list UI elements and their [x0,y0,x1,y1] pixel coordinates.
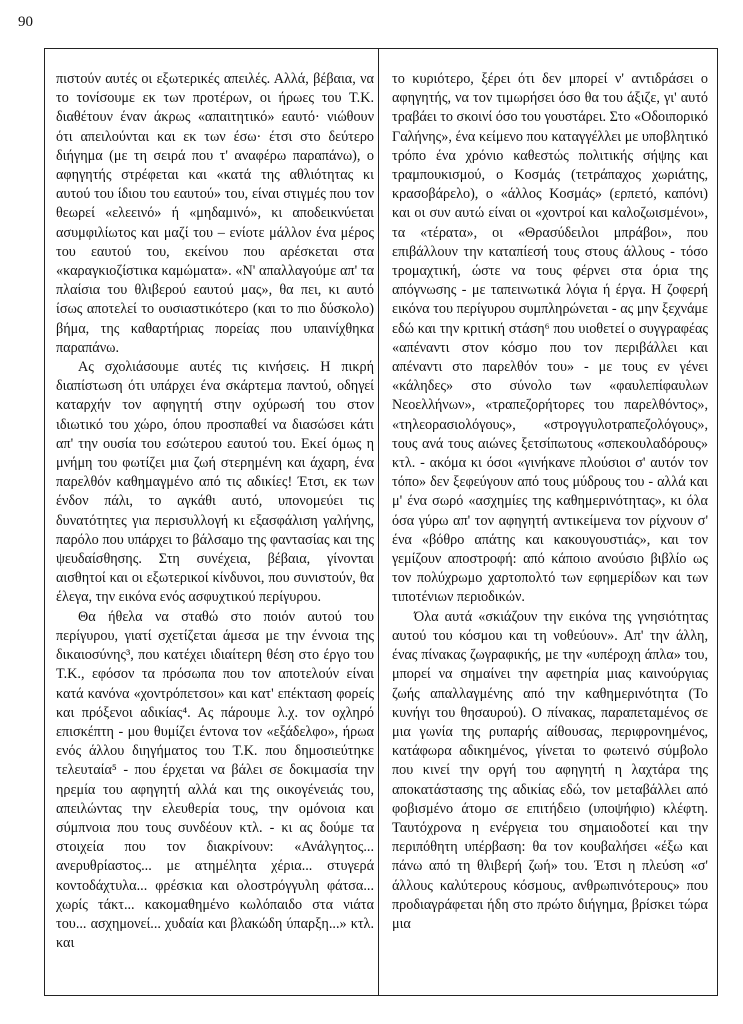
paragraph: Ας σχολιάσουμε αυτές τις κινήσεις. Η πικρή διαπίστωση ότι υπάρχει ένα σκάρτεμα παντού, οδηγεί καταρχήν τον αφηγητή στην οχύρωσή του στον ιδιωτικό του χώρο, όπου προσπαθεί να διασώσει κάτι απ' την ουσία του εσώτερου εαυτού του. Εκεί όμως η μνήμη του φωτίζει μια ζωή στερημένη και άχαρη, ένα παρελθόν καθημαγμένο από τις αδικίες! Έτσι, εκ των ένδον πάλι, το αγκάθι αυτό, υπονομεύει τις δυνατότητες για περισυλλογή κι εξασφάλιση γαλήνης, παρόλο που υπάρχει το βάλσαμο της φαντασίας και της ψευδαίσθησης. Στη συνέχεια, βέβαια, γίνονται αισθητοί και οι εξωτερικοί κίνδυνοι, που συνιστούν, θα έλεγα, την εικόνα ενός ασφυχτικού περίγυρου. [56,359,374,606]
paragraph: το κυριότερο, ξέρει ότι δεν μπορεί ν' αντιδράσει ο αφηγητής, να τον τιμωρήσει όσο θα του άξιζε, γι' αυτό τραβάει το σκοινί όσο του γουστάρει. Στο «Οδοιπορικό Γαλήνης», ένα κείμενο που καταγγέλλει με υποβλητικό τρόπο ένα χρόνιο καθεστώς πολιτικής σήψης και τραμπουκισμού, ο Κοσμάς (τετράπαχος χωριάτης, κρασοβάρελο), ο «άλλος Κοσμάς» (ερπετό, καπόνι) και οι συν αυτώ είναι οι «χοντροί και καλοζωισμένοι», τα «τέρατα», οι «Θρασύδειλοι μπράβοι», που επιβάλλουν την καταπίεσή τους στους άλλους - τόσο τρομαχτική, ώστε να τους φέρνει στα όρια της απόγνωσης - με ταπεινωτικά λόγια ή έργα. Η ζοφερή εικόνα του περίγυρου συμπληρώνεται - ας μην ξεχνάμε εδώ και την κριτική στάση⁶ που υιοθετεί ο συγγραφέας «απέναντι στον κόσμο που τον περιβάλλει και απέναντι στο παρελθόν του» - με τους εν γένει «κάληδες» στο σύνολο των «φαυλεπίφαυλων Νεοελλήνων», «τραπεζορήτορες του παρελθόντος», «τηλεορασιολόγους», «στρογγυλοτραπεζολόγους», τους ανά τους αιώνες ξετσίπωτους «σπεκουλαδόρους» κτλ. - ακόμα κι όσοι «γινήκανε πλούσιοι σ' αυτόν τον τόπο» δεν ξεφεύγουν από τους μύδρους του - αλλά και μ' ένα σωρό «ασχημίες της καθημερινότητας», κι όλα όσα γύρω απ' τον αφηγητή αντικείμενα τον ρίχνουν σ' ένα «βόθρο απάτης και κακουγουστιάς», και τον γεμίζουν αποστροφή: από κάποιο ανούσιο βιβλίο ως τον πολύχρωμο χαρτοπολτό των εφημερίδων και των τιποτένιων περιοδικών. [392,71,708,606]
right-column [392,70,708,934]
paragraph: Όλα αυτά «σκιάζουν την εικόνα της γνησιότητας αυτού του κόσμου και τη νοθεύουν». Απ' την άλλη, ένας πίνακας ζωγραφικής, με την «υπέροχη άπλα» του, μπορεί να σημαίνει την αφετηρία μιας καινούργιας ζωής απαλλαγμένης από την καθημερινότητα (Το κυνήγι του θησαυρού). Ο πίνακας, παραπεταμένος σε μια γωνία της ρυπαρής αίθουσας, περιφρονημένος, κατάφωρα αδικημένος, γίνεται το φωτεινό σύμβολο που κινεί την οργή του αφηγητή η λαχτάρα της αποκατάστασης της αδικίας εδώ, τον μεταβάλλει από φοβισμένο άτομο σε επιτήδειο (υποψήφιο) κλέφτη. Ταυτόχρονα η ενέργεια του σημαιοδοτεί και την περιπόθητη υπέρβαση: θα τον κουβαλήσει «έξω και πάνω από τη θλιβερή ζωή» του. Έτσι η πλεύση «σ' άλλους καλύτερους κόσμους, ανθρωπινότερους» που προδιαγράφεται ήδη στο πρώτο διήγημα, βρίσκει τώρα μια [392,608,708,932]
paragraph: Θα ήθελα να σταθώ στο ποιόν αυτού του περίγυρου, γιατί σχετίζεται άμεσα με την έννοια της δικαιοσύνης³, που κατέχει ιδιαίτερη θέση στο έργο του Τ.Κ., εφόσον τα πρόσωπα που τον αποτελούν είναι κατά κανόνα «χοντρόπετσοι» και κατ' επέκταση φορείς και πρόξενοι αδικίας⁴. Ας πάρουμε λ.χ. τον οχληρό επισκέπτη - μου θυμίζει έντονα τον «εξάδελφο», ήρωα ενός άλλου διηγήματος του Τ.Κ. που δημοσιεύτηκε τελευταία⁵ - που έρχεται να βάλει σε δοκιμασία την ηρεμία του αφηγητή αλλά και της οικογένειάς του, απειλώντας την ελευθερία τους, την ομόνοια και σύμπνοια που τους συνδέουν κτλ. - κι ας δούμε τα στοιχεία που τον διακρίνουν: «Ανάλγητος... ανερυθρίαστος... με ατημέλητα χέρια... στυγερά κοντοδάχτυλα... φρέσκια και ολοστρόγγυλη φάτσα... χωρίς τάκτ... κακομαθημένο κωλόπαιδο στα νιάτα του... ασχημονεί... χυδαία και βλακώδη ύπαρξη...» κτλ. και [56,608,374,952]
page-number: 90 [18,14,33,30]
column-divider [378,48,379,996]
paragraph: πιστούν αυτές οι εξωτερικές απειλές. Αλλά, βέβαια, να το τονίσουμε εκ των προτέρων, οι ήρωες του Τ.Κ. διαθέτουν έναν άκρως «απαιτητικό» εαυτό· νιώθουν ότι απειλούνται και εκ των έσω· έτσι στο δεύτερο διήγημα (με τη σειρά που τ' αναφέρω παραπάνω), ο αφηγητής στρέφεται και «κατά της αθλιότητας κι αυτού του ίδιου του εαυτού» του, είναι στιγμές που τον θεωρεί «ελεεινό» ή «μηδαμινό», κι αποδεικνύεται ασυμφιλίωτος και μαζί του – ενίοτε μάλλον ένα μέρος του εαυτού του, εκείνου που αρέσκεται στα «καραγκιοζίστικα καμώματα». «Ν' απαλλαγούμε απ' τα πλαίσια του θλιβερού εαυτού μας», θα πει, κι αυτό ίσως αποτελεί το ουσιαστικότερο (και το πιο δύσκολο) βήμα, της καθαρτήριας πορείας που υπαινίχθηκα παραπάνω. [56,71,374,356]
left-column [56,70,374,953]
